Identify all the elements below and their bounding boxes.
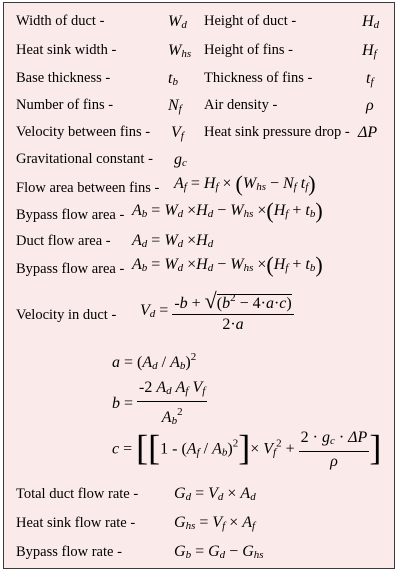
def-label-pressure-drop: Heat sink pressure drop - xyxy=(204,124,350,140)
eq-label-bypass-area-1: Bypass flow area - xyxy=(16,207,125,223)
def-label-duct-height: Height of duct - xyxy=(204,13,297,29)
def-symbol-duct-height: Hd xyxy=(362,13,380,31)
eq-b: b = $\frac{\text{-2 Ad Af Vf}}{Ab^2}$ xyxy=(112,379,207,430)
eq-label-bypass-flow: Bypass flow rate - xyxy=(16,544,122,560)
def-symbol-fin-height: Hf xyxy=(362,42,377,60)
eq-label-bypass-area-2: Bypass flow area - xyxy=(16,261,125,277)
equations-panel xyxy=(3,2,395,569)
def-label-fin-thickness: Thickness of fins - xyxy=(204,70,313,86)
def-symbol-number-of-fins: Nf xyxy=(168,97,182,115)
eq-a: a = (Ad / Ab)$^2$ xyxy=(112,351,197,372)
eq-flow-area-fins: Af = Hf × (Whs − Nf tf) xyxy=(174,171,316,196)
eq-label-velocity-duct: Velocity in duct - xyxy=(16,307,117,323)
def-symbol-heat-sink-width: Whs xyxy=(168,42,192,60)
eq-bypass-flow: Gb = Gd − Ghs xyxy=(174,543,264,561)
def-symbol-velocity-fins: Vf xyxy=(171,124,184,142)
def-symbol-fin-thickness: tf xyxy=(366,70,374,88)
def-symbol-duct-width: Wd xyxy=(168,13,187,31)
def-symbol-air-density: ρ xyxy=(366,97,374,114)
def-label-heat-sink-width: Heat sink width - xyxy=(16,42,117,58)
eq-heat-sink-flow: Ghs = Vf × Af xyxy=(174,514,256,532)
def-label-air-density: Air density - xyxy=(204,97,278,113)
eq-total-duct-flow: Gd = Vd × Ad xyxy=(174,485,256,503)
eq-label-flow-area-fins: Flow area between fins - xyxy=(16,180,160,196)
def-symbol-base-thickness: tb xyxy=(168,70,178,88)
def-symbol-gravitational-constant: gc xyxy=(174,151,187,169)
def-label-velocity-fins: Velocity between fins - xyxy=(16,124,151,140)
def-label-fin-height: Height of fins - xyxy=(204,42,293,58)
def-label-number-of-fins: Number of fins - xyxy=(16,97,114,113)
def-symbol-pressure-drop: ΔP xyxy=(358,124,378,141)
eq-bypass-area-2: Ab = Wd ×Hd − Whs ×(Hf + tb) xyxy=(132,252,323,277)
eq-duct-flow-area: Ad = Wd ×Hd xyxy=(132,232,214,250)
def-label-base-thickness: Base thickness - xyxy=(16,70,111,86)
eq-c: $c = [[1 - (Af / Ab)^2]\times Vf^2$ + $\frac{2 \cdot gc \cdot \Delta P}{\rho}$ ] xyxy=(112,427,382,470)
eq-bypass-area-1: Ab = Wd ×Hd − Whs ×(Hf + tb) xyxy=(132,198,323,223)
def-label-duct-width: Width of duct - xyxy=(16,13,105,29)
eq-label-heat-sink-flow: Heat sink flow rate - xyxy=(16,515,136,531)
eq-label-duct-flow-area: Duct flow area - xyxy=(16,233,111,249)
eq-velocity-duct: Vd = $\frac{-b + √(b^2 - 4\cdot a\cdot c)}{2\cdot a}$ xyxy=(140,288,292,333)
eq-label-total-duct-flow: Total duct flow rate - xyxy=(16,486,139,502)
def-label-gravitational-constant: Gravitational constant - xyxy=(16,151,153,167)
